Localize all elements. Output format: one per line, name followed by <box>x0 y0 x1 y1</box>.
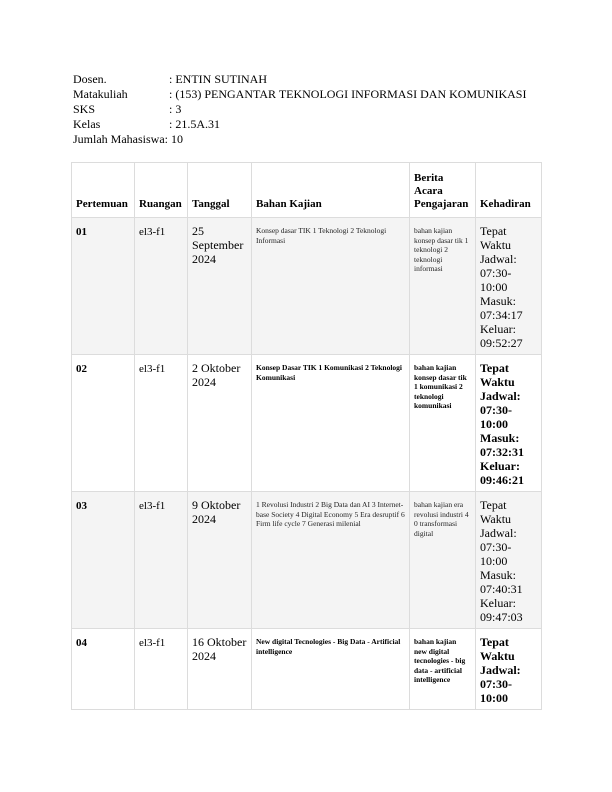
info-row-jumlah <box>73 132 526 147</box>
sks-label: SKS <box>73 102 96 116</box>
attendance-jadwal: Jadwal: 07:30-10:00 <box>480 526 517 568</box>
attendance-status: Tepat Waktu <box>480 635 515 663</box>
attendance-jadwal: Jadwal: 07:30-10:00 <box>480 389 521 431</box>
attendance-masuk: Masuk: 07:32:31 <box>480 431 524 459</box>
attendance-table <box>71 162 542 710</box>
cell-kehadiran <box>476 355 542 492</box>
header-berita-line-1: Berita <box>414 172 444 184</box>
info-row-matakuliah <box>73 87 526 102</box>
info-row-dosen <box>73 72 526 87</box>
cell-tanggal: 16 Oktober 2024 <box>188 629 252 710</box>
attendance-status: Tepat Waktu <box>480 498 512 526</box>
cell-berita-acara: bahan kajian era revolusi industri 4 0 transformasi digital <box>410 492 476 629</box>
attendance-jadwal: Jadwal: 07:30-10:00 <box>480 663 521 705</box>
sks-value: : 3 <box>169 102 182 116</box>
dosen-label: Dosen. <box>73 72 107 86</box>
attendance-status: Tepat Waktu <box>480 361 515 389</box>
cell-ruangan: el3-f1 <box>135 355 188 492</box>
cell-kehadiran <box>476 629 542 710</box>
attendance-keluar: Keluar: 09:47:03 <box>480 596 523 624</box>
attendance-masuk: Masuk: 07:40:31 <box>480 568 523 596</box>
cell-bahan-kajian: Konsep Dasar TIK 1 Komunikasi 2 Teknologi Komunikasi <box>252 355 410 492</box>
cell-pertemuan: 04 <box>72 629 135 710</box>
attendance-keluar: Keluar: 09:46:21 <box>480 459 524 487</box>
header-berita-line-2: Acara <box>414 185 443 197</box>
matakuliah-value: : (153) PENGANTAR TEKNOLOGI INFORMASI DAN KOMUNIKASI <box>169 87 527 101</box>
cell-tanggal: 9 Oktober 2024 <box>188 492 252 629</box>
cell-kehadiran <box>476 492 542 629</box>
jumlah-value: : 10 <box>164 132 183 146</box>
cell-ruangan: el3-f1 <box>135 492 188 629</box>
cell-kehadiran <box>476 218 542 355</box>
header-kehadiran: Kehadiran <box>476 163 542 218</box>
header-bahan-kajian: Bahan Kajian <box>252 163 410 218</box>
cell-bahan-kajian: New digital Tecnologies - Big Data - Artificial intelligence <box>252 629 410 710</box>
course-info <box>73 72 526 147</box>
cell-tanggal: 25 September 2024 <box>188 218 252 355</box>
table-header-row <box>72 163 542 218</box>
attendance-masuk: Masuk: 07:34:17 <box>480 294 523 322</box>
cell-bahan-kajian: Konsep dasar TIK 1 Teknologi 2 Teknologi Informasi <box>252 218 410 355</box>
cell-ruangan: el3-f1 <box>135 629 188 710</box>
table-row <box>72 629 542 710</box>
info-row-sks <box>73 102 526 117</box>
kelas-label: Kelas <box>73 117 101 131</box>
cell-bahan-kajian: 1 Revolusi Industri 2 Big Data dan AI 3 Internet-base Society 4 Digital Economy 5 Era desruptif 6 Firm life cycle 7 Generasi milenial <box>252 492 410 629</box>
header-pertemuan: Pertemuan <box>72 163 135 218</box>
header-berita-line-3: Pengajaran <box>414 198 469 210</box>
cell-pertemuan: 02 <box>72 355 135 492</box>
cell-berita-acara: bahan kajian new digital tecnologies - big data - artificial intelligence <box>410 629 476 710</box>
table-row <box>72 218 542 355</box>
kelas-value: : 21.5A.31 <box>169 117 220 131</box>
table-row <box>72 355 542 492</box>
jumlah-label: Jumlah Mahasiswa <box>73 132 165 146</box>
dosen-value: : ENTIN SUTINAH <box>169 72 267 86</box>
cell-tanggal: 2 Oktober 2024 <box>188 355 252 492</box>
cell-pertemuan: 03 <box>72 492 135 629</box>
table-row <box>72 492 542 629</box>
attendance-jadwal: Jadwal: 07:30-10:00 <box>480 252 517 294</box>
info-row-kelas <box>73 117 526 132</box>
cell-berita-acara: bahan kajian konsep dasar tik 1 komunikasi 2 teknologi komunikasi <box>410 355 476 492</box>
header-tanggal: Tanggal <box>188 163 252 218</box>
header-ruangan: Ruangan <box>135 163 188 218</box>
attendance-keluar: Keluar: 09:52:27 <box>480 322 523 350</box>
cell-berita-acara: bahan kajian konsep dasar tik 1 teknologi 2 teknologi informasi <box>410 218 476 355</box>
cell-ruangan: el3-f1 <box>135 218 188 355</box>
cell-pertemuan: 01 <box>72 218 135 355</box>
header-berita-acara <box>410 163 476 218</box>
matakuliah-label: Matakuliah <box>73 87 128 101</box>
attendance-status: Tepat Waktu <box>480 224 512 252</box>
